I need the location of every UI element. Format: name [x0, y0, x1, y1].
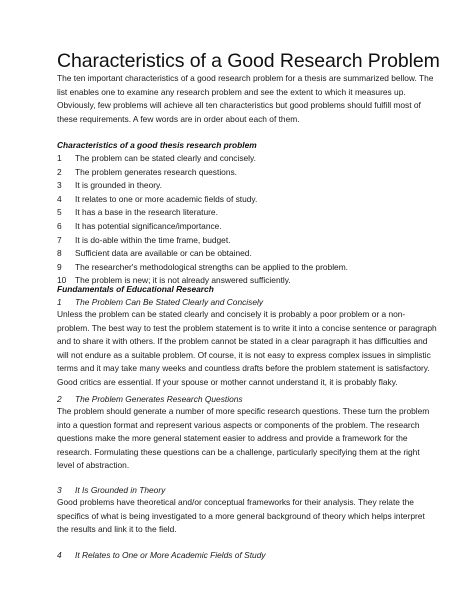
list-item-number: 6: [57, 220, 62, 231]
list-item-text: The problem can be stated clearly and concisely.: [75, 153, 256, 163]
list-item-number: 4: [57, 193, 62, 204]
section-heading: [57, 485, 165, 495]
list-item: [57, 193, 437, 207]
list-item-text: It is do-able within the time frame, budget.: [75, 234, 231, 245]
section-number: 4: [57, 550, 62, 560]
list-item-number: 9: [57, 261, 62, 272]
characteristics-list: [57, 152, 437, 288]
fundamentals-heading: Fundamentals of Educational Research: [57, 284, 214, 294]
section-title: It Relates to One or More Academic Fields of Study: [75, 550, 266, 560]
list-item: [57, 247, 437, 261]
list-heading: Characteristics of a good thesis research problem: [57, 140, 257, 150]
list-item-text: It relates to one or more academic fields of study.: [75, 193, 258, 204]
section-title: It Is Grounded in Theory: [75, 485, 166, 495]
list-item-text: The problem generates research questions.: [75, 166, 238, 177]
list-item: [57, 234, 437, 248]
section-body: Good problems have theoretical and/or conceptual frameworks for their analysis. They relate the specifics of what is being investigated to a more general background of theory which helps interpret the results and link it to the field.: [57, 497, 425, 535]
section-heading: [57, 550, 266, 560]
page-title: Characteristics of a Good Research Problem: [57, 50, 440, 72]
list-item-number: 7: [57, 234, 62, 245]
section-heading: [57, 297, 263, 307]
list-item: [57, 179, 437, 193]
list-item: [57, 206, 437, 220]
list-item-number: 2: [57, 166, 62, 177]
list-item-number: 10: [57, 275, 67, 286]
list-item-text: It is grounded in theory.: [75, 180, 162, 191]
list-item-text: The problem is new; it is not already answered sufficiently.: [75, 275, 291, 286]
section-number: 2: [57, 394, 62, 404]
list-item-number: 1: [57, 153, 62, 163]
list-item: [57, 166, 437, 180]
section-title: The Problem Generates Research Questions: [75, 394, 243, 404]
list-item: [57, 152, 437, 166]
list-item-text: The researcher's methodological strengths can be applied to the problem.: [75, 261, 349, 272]
list-item-text: It has potential significance/importance.: [75, 220, 222, 231]
list-item: [57, 261, 437, 275]
list-item-text: Sufficient data are available or can be obtained.: [75, 248, 252, 259]
intro-paragraph: The ten important characteristics of a good research problem for a thesis are summarized bellow. The list enables one to examine any research problem and see the extent to which it measures up. Obviously, few problems will achieve all ten characteristics but good problems should fulfill most of these requirements. A few words are in order about each of them.: [57, 73, 434, 124]
section-heading: [57, 394, 243, 404]
list-item-number: 3: [57, 180, 62, 191]
list-item-number: 8: [57, 248, 62, 259]
section-body: Unless the problem can be stated clearly and concisely it is probably a poor problem or a non-problem. The best way to test the problem statement is to write it into a concise sentence or paragraph and to share it with others. If the problem cannot be stated in a clear paragraph it has difficulties and will not endure as a suitable problem. Of course, it is not easy to express complex issues in simplistic terms and it may take many weeks and countless drafts before the problem statement is satisfactory. Good critics are essential. If your spouse or mother cannot understand it, it is probably flaky.: [57, 309, 437, 387]
section-body: The problem should generate a number of more specific research questions. These turn the problem into a question format and represent various aspects or components of the problem. The research questions make the more general statement easier to address and provide a framework for the research. Formulating these questions can be a challenge, particularly specifying them at the right level of abstraction.: [57, 406, 430, 471]
list-item: [57, 220, 437, 234]
list-item-text: It has a base in the research literature.: [75, 207, 218, 218]
list-item-number: 5: [57, 207, 62, 218]
section-number: 3: [57, 485, 62, 495]
section-number: 1: [57, 297, 62, 307]
section-title: The Problem Can Be Stated Clearly and Concisely: [75, 297, 264, 307]
